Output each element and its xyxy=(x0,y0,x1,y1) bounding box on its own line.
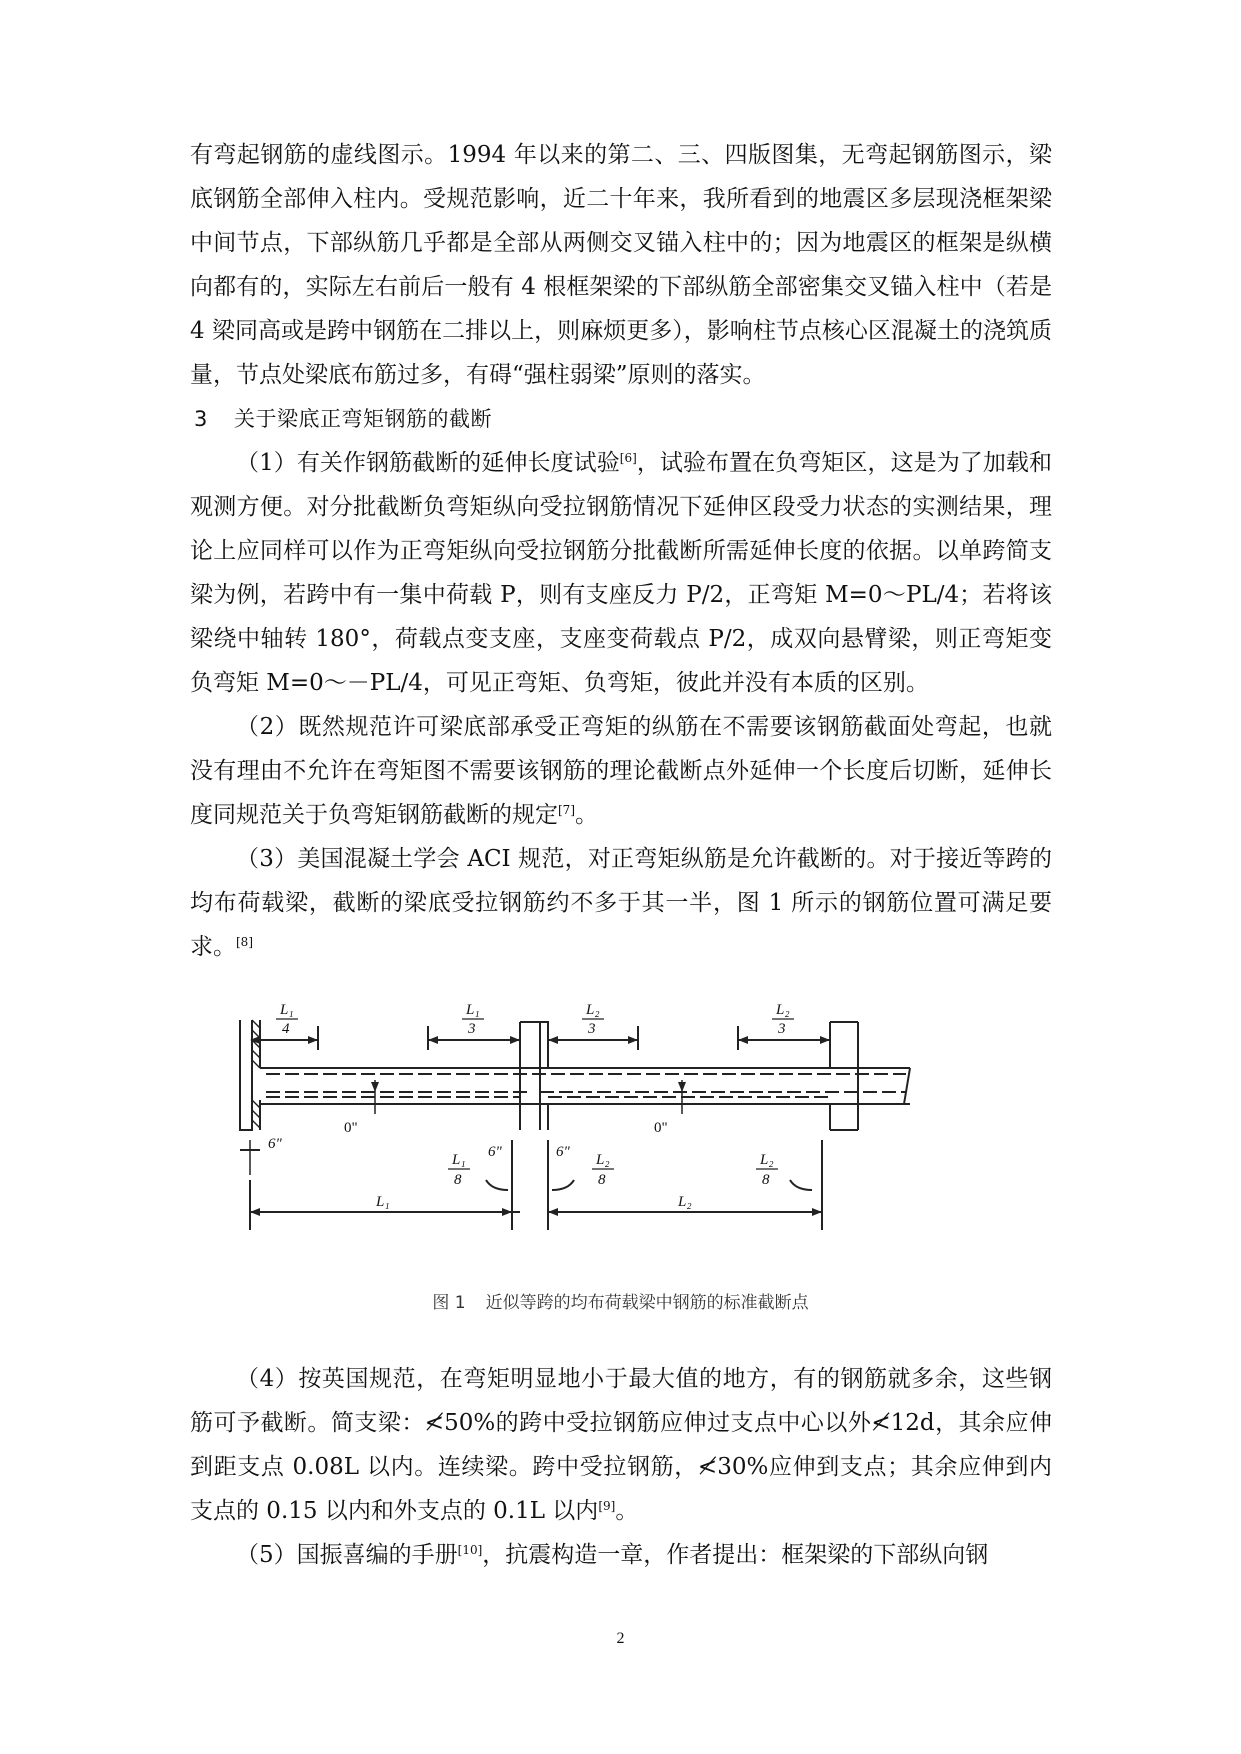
label-l1-8-den: 8 xyxy=(454,1172,462,1188)
paragraph-4-text-a: （4）按英国规范，在弯矩明显地小于最大值的地方，有的钢筋就多余，这些钢筋可予截断。简支梁：≮50%的跨中受拉钢筋应伸过支点中心以外≮12d，其余应伸到距支点 0.08L 以内。连续梁。跨中受拉钢筋，≮30%应伸到支点；其余应伸到内支点的 0.15 以内和外支点的 0.1L 以内 xyxy=(190,1366,1052,1524)
label-l1-3-num: L₁ xyxy=(466,1002,480,1018)
wall-hatching xyxy=(252,1020,260,1128)
label-l1-4-num: L₁ xyxy=(280,1002,294,1018)
label-zero-left: 0" xyxy=(344,1120,358,1136)
section-title: 关于梁底正弯矩钢筋的截断 xyxy=(234,407,492,431)
label-l1-8-num: L₁ xyxy=(452,1152,466,1168)
paragraph-5-text-a: （5）国振喜编的手册 xyxy=(236,1542,458,1568)
citation-7: [7] xyxy=(558,803,575,817)
page-number: 2 xyxy=(616,1630,625,1647)
citation-10: [10] xyxy=(457,1543,483,1557)
label-span-l2: L₂ xyxy=(678,1194,692,1210)
paragraph-4 xyxy=(190,1357,1052,1533)
label-l2-8b-den: 8 xyxy=(762,1172,770,1188)
paragraph-1-text-a: （1）有关作钢筋截断的延伸长度试验 xyxy=(236,450,620,476)
figure-caption-text: 近似等跨的均布荷载梁中钢筋的标准截断点 xyxy=(485,1293,809,1313)
label-six-mid-right: 6" xyxy=(556,1144,570,1160)
label-six-mid-left: 6" xyxy=(488,1144,502,1160)
label-l2-3a-den: 3 xyxy=(588,1021,596,1037)
section-heading xyxy=(190,397,1052,441)
paragraph-2 xyxy=(190,705,1052,837)
paragraph-2-text-b: 。 xyxy=(575,802,598,828)
middle-column xyxy=(520,1022,540,1130)
citation-9: [9] xyxy=(598,1499,616,1513)
paragraph-1 xyxy=(190,441,1052,705)
body-text-bottom xyxy=(190,1357,1052,1577)
label-l2-3b-num: L₂ xyxy=(776,1002,790,1018)
citation-6: [6] xyxy=(619,451,637,465)
beam-rebar-cutoff-figure xyxy=(230,1000,1030,1280)
figure-caption-number: 图 1 xyxy=(432,1293,466,1313)
figure-caption xyxy=(0,1288,1241,1313)
label-l2-3a-num: L₂ xyxy=(586,1002,600,1018)
section-number: 3 xyxy=(194,407,208,431)
right-column xyxy=(830,1022,858,1130)
paragraph-5-text-b: ，抗震构造一章，作者提出：框架梁的下部纵向钢 xyxy=(482,1542,989,1568)
paragraph-5 xyxy=(190,1533,1052,1577)
body-text-top xyxy=(190,133,1052,969)
paragraph-4-text-b: 。 xyxy=(615,1498,639,1524)
label-l2-8a-num: L₂ xyxy=(596,1152,610,1168)
label-six-left: 6" xyxy=(268,1136,282,1152)
label-l2-3b-den: 3 xyxy=(778,1021,786,1037)
paragraph-1-text-b: ，试验布置在负弯矩区，这是为了加载和观测方便。对分批截断负弯矩纵向受拉钢筋情况下延伸区段受力状态的实测结果，理论上应同样可以作为正弯矩纵向受拉钢筋分批截断所需延伸长度的依据。以单跨简支梁为例，若跨中有一集中荷载 P，则有支座反力 P/2，正弯矩 M=0～PL/4；若将该梁绕中轴转 180°，荷载点变支座，支座变荷载点 P/2，成双向悬臂梁，则正弯矩变负弯矩 M=0～－PL/4，可见正弯矩、负弯矩，彼此并没有本质的区别。 xyxy=(190,450,1052,696)
label-l2-8b-num: L₂ xyxy=(760,1152,774,1168)
paragraph-continuation: 有弯起钢筋的虚线图示。1994 年以来的第二、三、四版图集，无弯起钢筋图示，梁底钢筋全部伸入柱内。受规范影响，近二十年来，我所看到的地震区多层现浇框架梁中间节点，下部纵筋几乎都是全部从两侧交叉锚入柱中的；因为地震区的框架是纵横向都有的，实际左右前后一般有 4 根框架梁的下部纵筋全部密集交叉锚入柱中（若是 4 梁同高或是跨中钢筋在二排以上，则麻烦更多），影响柱节点核心区混凝土的浇筑质量，节点处梁底布筋过多，有碍“强柱弱梁”原则的落实。 xyxy=(190,142,1052,388)
label-l1-3-den: 3 xyxy=(468,1021,476,1037)
citation-8: [8] xyxy=(236,935,253,949)
paragraph-2-text-a: （2）既然规范许可梁底部承受正弯矩的纵筋在不需要该钢筋截面处弯起，也就没有理由不允许在弯矩图不需要该钢筋的理论截断点外延伸一个长度后切断，延伸长度同规范关于负弯矩钢筋截断的规定 xyxy=(190,714,1052,828)
paragraph-3 xyxy=(190,837,1052,969)
label-span-l1: L₁ xyxy=(376,1194,390,1210)
label-zero-right: 0" xyxy=(654,1120,668,1136)
paragraph-3-text-a: （3）美国混凝土学会 ACI 规范，对正弯矩纵筋是允许截断的。对于接近等跨的均布荷载梁，截断的梁底受拉钢筋约不多于其一半，图 1 所示的钢筋位置可满足要求。 xyxy=(190,846,1052,960)
left-support-wall xyxy=(240,1020,252,1130)
label-l1-4-den: 4 xyxy=(282,1021,290,1037)
label-l2-8a-den: 8 xyxy=(598,1172,606,1188)
